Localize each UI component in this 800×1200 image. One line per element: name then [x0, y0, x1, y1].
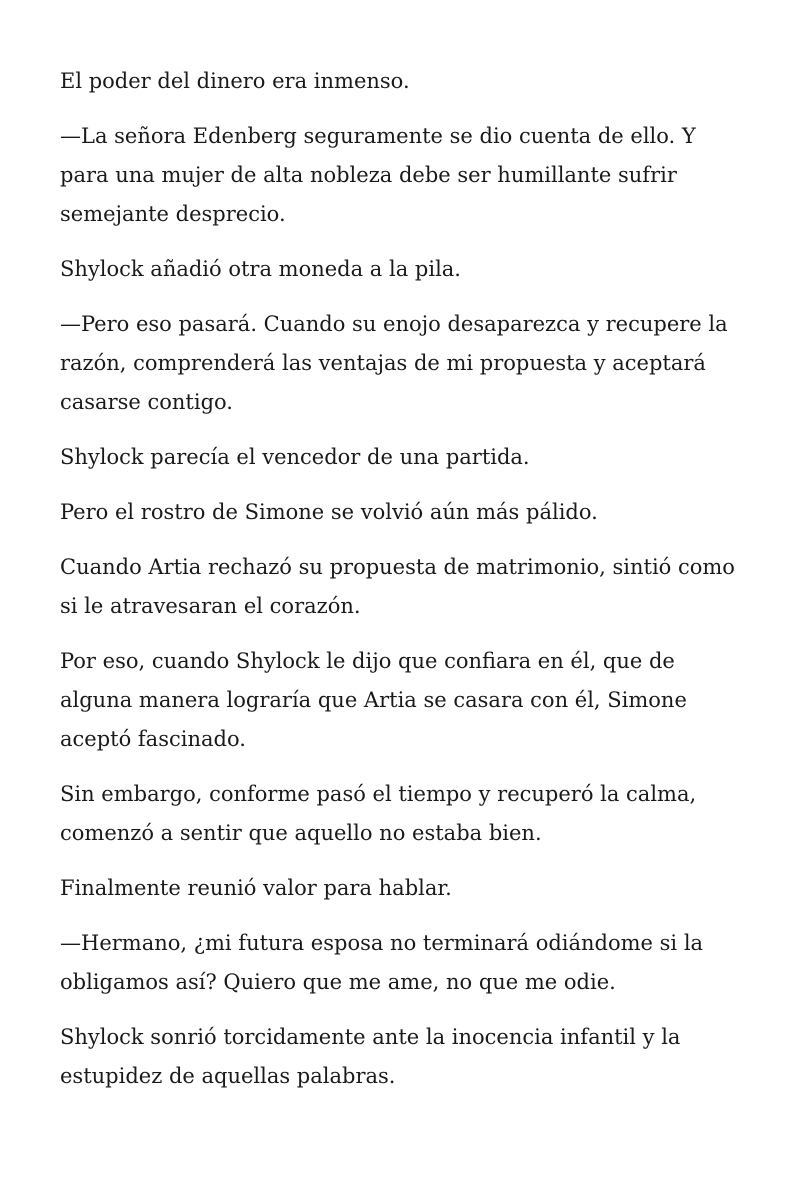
- paragraph-1: El poder del dinero era inmenso.: [60, 69, 410, 93]
- paragraph-11: —Hermano, ¿mi futura esposa no terminará odiándome si la obligamos así? Quiero que me ame, no que me odie.: [60, 931, 704, 994]
- paragraph-12: Shylock sonrió torcidamente ante la inocencia infantil y la estupidez de aquellas palabras.: [60, 1025, 681, 1088]
- paragraph-8: Por eso, cuando Shylock le dijo que confiara en él, que de alguna manera lograría que Artia se casara con él, Simone aceptó fascinado.: [60, 649, 687, 751]
- reading-page: [60, 62, 750, 1112]
- paragraph-3: Shylock añadió otra moneda a la pila.: [60, 257, 461, 281]
- paragraph-7: Cuando Artia rechazó su propuesta de matrimonio, sintió como si le atravesaran el corazón.: [60, 555, 735, 618]
- paragraph-4: —Pero eso pasará. Cuando su enojo desaparezca y recupere la razón, comprenderá las ventajas de mi propuesta y aceptará casarse contigo.: [60, 312, 728, 414]
- paragraph-5: Shylock parecía el vencedor de una partida.: [60, 445, 530, 469]
- paragraph-2: —La señora Edenberg seguramente se dio cuenta de ello. Y para una mujer de alta nobleza debe ser humillante sufrir semejante desprecio.: [60, 124, 696, 226]
- paragraph-6: Pero el rostro de Simone se volvió aún más pálido.: [60, 500, 598, 524]
- paragraph-10: Finalmente reunió valor para hablar.: [60, 876, 452, 900]
- paragraph-9: Sin embargo, conforme pasó el tiempo y recuperó la calma, comenzó a sentir que aquello no estaba bien.: [60, 782, 697, 845]
